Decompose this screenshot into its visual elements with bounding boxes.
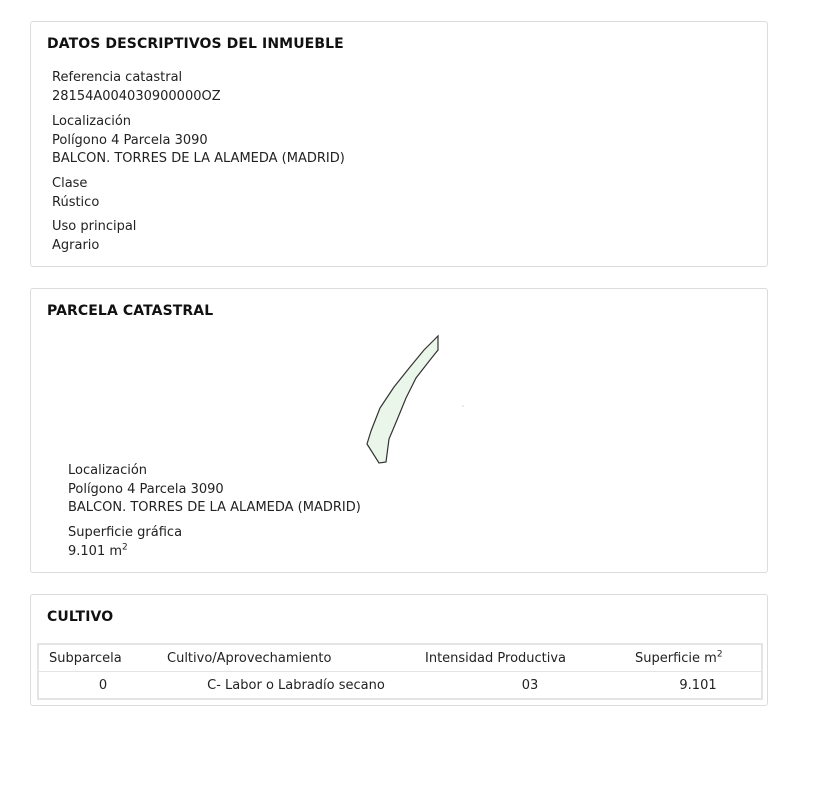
- cell-subparcela: 0: [98, 677, 108, 693]
- table-row: [38, 672, 762, 700]
- header-subparcela: Subparcela: [49, 650, 122, 666]
- superficie-grafica-field: [68, 524, 182, 561]
- uso-principal-value: Agrario: [52, 237, 100, 253]
- clase-label: Clase: [52, 176, 88, 191]
- map-dot: [462, 405, 463, 406]
- parcel-shape: [367, 336, 438, 463]
- parcela-localizacion-label: Localización: [68, 463, 148, 478]
- parcela-catastral-title: PARCELA CATASTRAL: [47, 303, 214, 319]
- parcel-map: [31, 289, 769, 479]
- header-superficie: Superficie $m^2$: [635, 649, 723, 666]
- datos-descriptivos-title: DATOS DESCRIPTIVOS DEL INMUEBLE: [47, 36, 344, 52]
- parcela-localizacion-line2: BALCON. TORRES DE LA ALAMEDA (MADRID): [68, 500, 361, 515]
- superficie-unit-sup: 2: [122, 542, 128, 553]
- localizacion-label: Localización: [52, 114, 132, 129]
- clase-field: [52, 175, 99, 212]
- parcela-localizacion-field: [68, 462, 361, 518]
- cultivo-panel: [30, 594, 768, 706]
- cultivo-table-header: [38, 644, 762, 672]
- parcela-catastral-panel: [30, 288, 768, 573]
- cultivo-title: CULTIVO: [47, 609, 114, 625]
- localizacion-line2: BALCON. TORRES DE LA ALAMEDA (MADRID): [52, 151, 345, 166]
- referencia-catastral-field: [52, 69, 221, 106]
- datos-descriptivos-panel: [30, 21, 768, 267]
- header-cultivo: Cultivo/Aprovechamiento: [167, 650, 332, 666]
- uso-principal-field: [52, 218, 136, 255]
- uso-principal-label: Uso principal: [52, 219, 137, 234]
- superficie-grafica-value: 9.101 $m^2$: [68, 542, 128, 559]
- superficie-grafica-label: Superficie gráfica: [68, 525, 183, 540]
- parcela-localizacion-line1: Polígono 4 Parcela 3090: [68, 481, 224, 497]
- cell-superficie: 9.101: [679, 677, 717, 693]
- cultivo-table: [37, 643, 763, 700]
- referencia-catastral-label: Referencia catastral: [52, 70, 183, 85]
- cell-intensidad: 03: [521, 677, 539, 693]
- clase-value: Rústico: [52, 194, 100, 210]
- referencia-catastral-value: 28154A004030900000OZ: [52, 88, 221, 104]
- localizacion-field: [52, 113, 345, 169]
- header-intensidad: Intensidad Productiva: [425, 650, 567, 666]
- localizacion-line1: Polígono 4 Parcela 3090: [52, 132, 208, 148]
- cell-cultivo: C- Labor o Labradío secano: [207, 677, 385, 693]
